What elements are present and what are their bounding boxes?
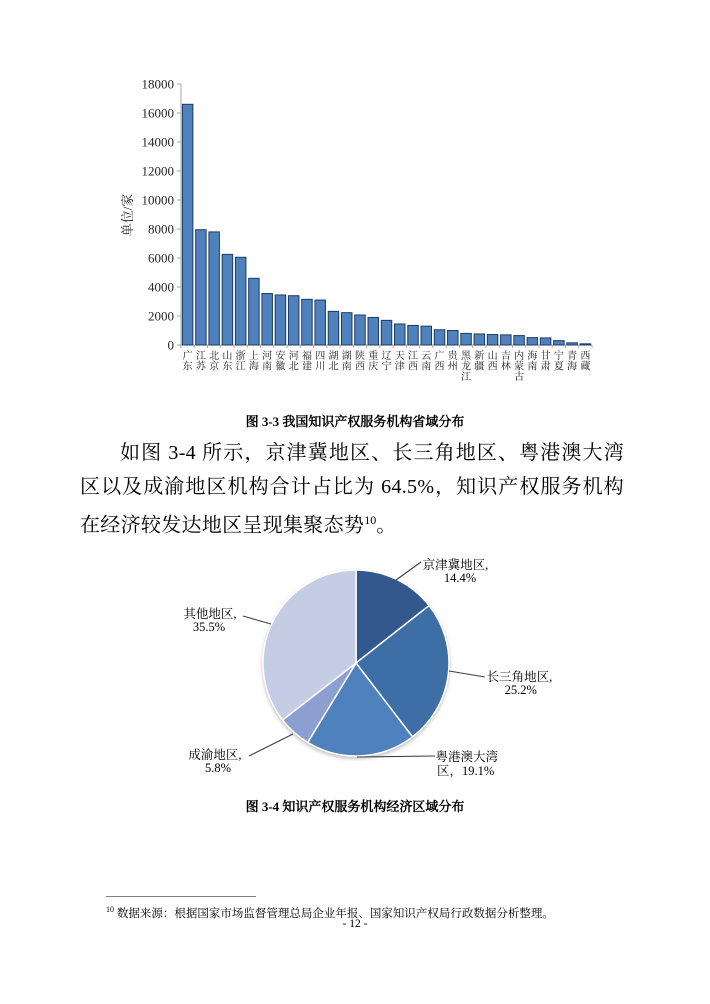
svg-text:12000: 12000 (141, 163, 174, 179)
bar-重庆 (368, 317, 379, 345)
paragraph-tail: 。 (376, 514, 397, 537)
bar-西藏 (580, 344, 591, 345)
svg-text:甘肃: 甘肃 (540, 351, 551, 373)
svg-text:其他地区,: 其他地区, (183, 607, 237, 621)
svg-text:重庆: 重庆 (368, 351, 379, 373)
svg-text:山东: 山东 (222, 351, 233, 373)
svg-text:西藏: 西藏 (580, 351, 591, 373)
bar-山西 (487, 335, 498, 345)
svg-text:湖南: 湖南 (341, 351, 352, 373)
svg-text:2000: 2000 (148, 308, 174, 324)
bar-贵州 (448, 331, 459, 346)
svg-text:成渝地区,: 成渝地区, (188, 748, 242, 762)
svg-text:陕西: 陕西 (354, 351, 365, 373)
bar-湖北 (328, 311, 339, 345)
svg-text:广西: 广西 (434, 351, 445, 373)
bar-广西 (434, 330, 445, 345)
svg-text:14000: 14000 (141, 134, 174, 150)
svg-text:4000: 4000 (148, 279, 174, 295)
svg-text:长三角地区,: 长三角地区, (486, 670, 553, 684)
bar-河南 (262, 294, 273, 345)
svg-text:16000: 16000 (141, 105, 174, 121)
svg-text:0: 0 (167, 337, 174, 353)
svg-text:贵州: 贵州 (447, 351, 458, 373)
bar-甘肃 (540, 338, 551, 345)
svg-text:江西: 江西 (408, 351, 419, 373)
bar-上海 (249, 278, 260, 345)
footnote-text: 数据来源：根据国家市场监督管理总局企业年报、国家知识产权局行政数据分析整理。 (114, 907, 554, 920)
bar-黑龙江 (461, 333, 472, 345)
svg-text:江苏: 江苏 (195, 351, 206, 373)
svg-text:河北: 河北 (288, 351, 299, 373)
svg-text:14.4%: 14.4% (443, 571, 477, 585)
svg-text:河南: 河南 (262, 351, 273, 373)
svg-text:35.5%: 35.5% (192, 620, 226, 634)
svg-text:5.8%: 5.8% (204, 761, 232, 775)
bar-宁夏 (554, 341, 565, 345)
svg-text:10000: 10000 (141, 192, 174, 208)
svg-text:北京: 北京 (209, 351, 220, 373)
figure-3-4-caption: 图 3-4 知识产权服务机构经济区域分布 (245, 799, 465, 814)
svg-text:湖北: 湖北 (328, 351, 339, 373)
bar-安徽 (275, 295, 286, 345)
footnote-reference: 10 (364, 513, 377, 527)
bar-湖南 (341, 313, 352, 345)
bar-河北 (288, 296, 299, 345)
bar-新疆 (474, 334, 485, 345)
bar-江西 (408, 325, 419, 345)
svg-text:山西: 山西 (487, 351, 498, 373)
bar-云南 (421, 326, 432, 345)
paragraph-text: 如图 3-4 所示，京津冀地区、长三角地区、粤港澳大湾区以及成渝地区机构合计占比为 64.5%，知识产权服务机构在经济较发达地区呈现集聚态势 (80, 442, 624, 537)
bar-青海 (567, 343, 578, 345)
bar-广东 (182, 104, 193, 345)
svg-text:安徽: 安徽 (275, 351, 286, 373)
svg-text:海南: 海南 (527, 351, 538, 373)
bar-辽宁 (381, 320, 392, 345)
svg-text:辽宁: 辽宁 (381, 351, 392, 373)
bar-chart (110, 70, 610, 400)
bar-四川 (315, 300, 326, 345)
bar-内蒙古 (514, 336, 525, 345)
svg-text:福建: 福建 (301, 351, 312, 373)
bar-吉林 (501, 335, 512, 345)
svg-text:区，19.1%: 区，19.1% (437, 764, 495, 778)
svg-text:25.2%: 25.2% (504, 683, 537, 697)
svg-text:单位/家: 单位/家 (120, 193, 135, 237)
bar-天津 (395, 324, 406, 345)
svg-text:新疆: 新疆 (474, 351, 485, 373)
footnote-number: 10 (106, 905, 114, 914)
footnote-separator (106, 896, 256, 897)
svg-text:云南: 云南 (421, 351, 432, 373)
bar-陕西 (355, 315, 366, 345)
svg-text:京津冀地区,: 京津冀地区, (422, 558, 489, 572)
svg-text:8000: 8000 (148, 221, 174, 237)
svg-text:四川: 四川 (315, 351, 326, 373)
svg-text:天津: 天津 (394, 351, 405, 373)
bar-北京 (209, 232, 220, 345)
bar-福建 (302, 299, 313, 345)
body-paragraph (80, 437, 624, 543)
svg-text:粤港澳大湾: 粤港澳大湾 (435, 750, 498, 764)
svg-text:18000: 18000 (141, 76, 174, 92)
svg-text:宁夏: 宁夏 (553, 351, 564, 373)
bar-山东 (222, 254, 233, 345)
svg-text:上海: 上海 (248, 351, 259, 373)
svg-text:6000: 6000 (148, 250, 174, 266)
figure-3-3-caption: 图 3-3 我国知识产权服务机构省域分布 (245, 414, 465, 429)
svg-text:广东: 广东 (182, 351, 193, 373)
bar-江苏 (196, 230, 207, 345)
svg-text:吉林: 吉林 (500, 351, 511, 373)
page-number: - 12 - (342, 918, 368, 930)
pie-chart (150, 548, 570, 798)
svg-text:浙江: 浙江 (235, 351, 246, 373)
svg-text:青海: 青海 (567, 351, 578, 373)
svg-text:黑龙江: 黑龙江 (461, 351, 472, 383)
bar-海南 (527, 338, 538, 345)
bar-浙江 (235, 257, 246, 345)
svg-text:内蒙古: 内蒙古 (514, 351, 525, 383)
